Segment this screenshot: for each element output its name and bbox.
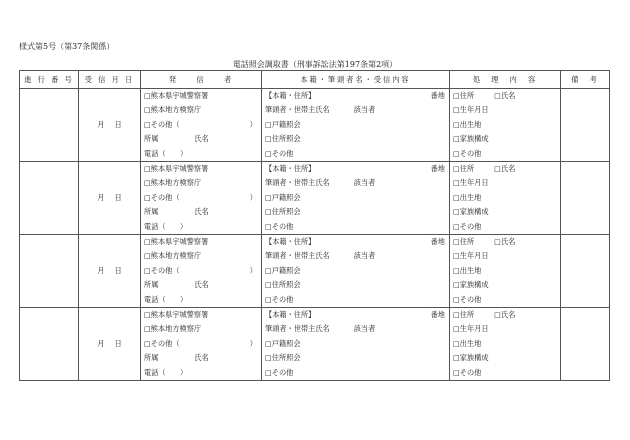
content-option-family-register[interactable]: □戸籍照会 (265, 265, 301, 275)
content-option-address[interactable]: □住所照会 (265, 280, 301, 290)
process-option-address-name[interactable]: □住所 □氏名 (453, 91, 516, 100)
content-cell (262, 235, 450, 308)
process-option-other[interactable]: □その他 (453, 294, 482, 304)
sender-cell (141, 308, 262, 381)
process-option-birthplace[interactable]: □出生地 (453, 192, 482, 202)
sender-option-police[interactable]: □熊本県宇城警察署 (144, 310, 209, 319)
content-option-family-register[interactable]: □戸籍照会 (265, 338, 301, 348)
process-option-address-name[interactable]: □住所 □氏名 (453, 237, 516, 246)
process-option-family[interactable]: □家族構成 (453, 280, 489, 290)
form-number: 様式第5号（第37条関係） (19, 42, 115, 51)
date-cell[interactable] (79, 308, 141, 381)
content-cell (262, 162, 450, 235)
process-option-birthdate[interactable]: □生年月日 (453, 105, 489, 115)
header-date: 受 信 月 日 (79, 71, 141, 89)
remarks-cell[interactable] (561, 162, 610, 235)
process-cell (450, 89, 561, 162)
sender-option-police[interactable]: □熊本県宇城警察署 (144, 164, 209, 173)
process-option-address-name[interactable]: □住所 □氏名 (453, 164, 516, 173)
header-sender: 発 信 者 (141, 71, 262, 89)
date-cell[interactable] (79, 235, 141, 308)
process-cell (450, 162, 561, 235)
month-label: 月 (97, 193, 105, 202)
content-option-other[interactable]: □その他 (265, 148, 294, 158)
process-option-birthdate[interactable]: □生年月日 (453, 178, 489, 188)
process-option-family[interactable]: □家族構成 (453, 207, 489, 217)
month-label: 月 (97, 339, 105, 348)
process-cell (450, 308, 561, 381)
sender-affiliation[interactable]: 所属 氏名 (144, 353, 209, 363)
sender-cell (141, 89, 262, 162)
process-option-birthdate[interactable]: □生年月日 (453, 251, 489, 261)
phone-inquiry-table (19, 70, 610, 381)
month-label: 月 (97, 266, 105, 275)
sender-option-prosecutor[interactable]: □熊本地方検察庁 (144, 324, 202, 334)
sender-affiliation[interactable]: 所属 氏名 (144, 280, 209, 290)
header-remarks: 備 考 (561, 71, 610, 89)
process-option-other[interactable]: □その他 (453, 367, 482, 377)
process-option-other[interactable]: □その他 (453, 148, 482, 158)
process-option-birthplace[interactable]: □出生地 (453, 338, 482, 348)
header-content: 本籍・筆頭者名・受信内容 (262, 71, 450, 89)
domicile-address[interactable]: 【本籍・住所】 番地 (265, 237, 445, 246)
day-label: 日 (114, 120, 122, 129)
content-option-address[interactable]: □住所照会 (265, 353, 301, 363)
seq-cell[interactable] (20, 162, 79, 235)
process-option-other[interactable]: □その他 (453, 221, 482, 231)
domicile-address[interactable]: 【本籍・住所】 番地 (265, 310, 445, 319)
sender-option-other[interactable]: □その他（ ） (144, 265, 257, 275)
sender-phone[interactable]: 電話（ ） (144, 367, 188, 377)
head-person-name[interactable]: 筆頭者・世帯主氏名 該当者 (265, 105, 376, 115)
content-option-other[interactable]: □その他 (265, 221, 294, 231)
header-process: 処 理 内 容 (450, 71, 561, 89)
sender-phone[interactable]: 電話（ ） (144, 148, 188, 158)
table-row (20, 89, 610, 162)
content-cell (262, 89, 450, 162)
seq-cell[interactable] (20, 308, 79, 381)
sender-option-police[interactable]: □熊本県宇城警察署 (144, 237, 209, 246)
process-option-birthplace[interactable]: □出生地 (453, 119, 482, 129)
process-option-family[interactable]: □家族構成 (453, 134, 489, 144)
remarks-cell[interactable] (561, 235, 610, 308)
form-title: 電話照会調取書（刑事訴訟法第197条第2項） (232, 60, 398, 69)
process-option-address-name[interactable]: □住所 □氏名 (453, 310, 516, 319)
sender-option-other[interactable]: □その他（ ） (144, 119, 257, 129)
sender-cell (141, 235, 262, 308)
sender-option-other[interactable]: □その他（ ） (144, 192, 257, 202)
sender-phone[interactable]: 電話（ ） (144, 221, 188, 231)
process-option-family[interactable]: □家族構成 (453, 353, 489, 363)
sender-option-other[interactable]: □その他（ ） (144, 338, 257, 348)
date-cell[interactable] (79, 162, 141, 235)
head-person-name[interactable]: 筆頭者・世帯主氏名 該当者 (265, 178, 376, 188)
sender-option-police[interactable]: □熊本県宇城警察署 (144, 91, 209, 100)
sender-option-prosecutor[interactable]: □熊本地方検察庁 (144, 105, 202, 115)
sender-affiliation[interactable]: 所属 氏名 (144, 207, 209, 217)
head-person-name[interactable]: 筆頭者・世帯主氏名 該当者 (265, 324, 376, 334)
table-row (20, 308, 610, 381)
seq-cell[interactable] (20, 235, 79, 308)
table-row (20, 235, 610, 308)
day-label: 日 (114, 193, 122, 202)
day-label: 日 (114, 339, 122, 348)
sender-option-prosecutor[interactable]: □熊本地方検察庁 (144, 251, 202, 261)
sender-cell (141, 162, 262, 235)
seq-cell[interactable] (20, 89, 79, 162)
domicile-address[interactable]: 【本籍・住所】 番地 (265, 164, 445, 173)
content-option-family-register[interactable]: □戸籍照会 (265, 119, 301, 129)
table-header-row (20, 71, 610, 89)
sender-option-prosecutor[interactable]: □熊本地方検察庁 (144, 178, 202, 188)
process-option-birthplace[interactable]: □出生地 (453, 265, 482, 275)
content-option-address[interactable]: □住所照会 (265, 134, 301, 144)
head-person-name[interactable]: 筆頭者・世帯主氏名 該当者 (265, 251, 376, 261)
content-option-address[interactable]: □住所照会 (265, 207, 301, 217)
content-option-other[interactable]: □その他 (265, 294, 294, 304)
content-option-family-register[interactable]: □戸籍照会 (265, 192, 301, 202)
table-row (20, 162, 610, 235)
remarks-cell[interactable] (561, 89, 610, 162)
content-option-other[interactable]: □その他 (265, 367, 294, 377)
date-cell[interactable] (79, 89, 141, 162)
process-cell (450, 235, 561, 308)
day-label: 日 (114, 266, 122, 275)
sender-phone[interactable]: 電話（ ） (144, 294, 188, 304)
month-label: 月 (97, 120, 105, 129)
remarks-cell[interactable] (561, 308, 610, 381)
process-option-birthdate[interactable]: □生年月日 (453, 324, 489, 334)
sender-affiliation[interactable]: 所属 氏名 (144, 134, 209, 144)
header-seq: 進 行 番 号 (20, 71, 79, 89)
content-cell (262, 308, 450, 381)
domicile-address[interactable]: 【本籍・住所】 番地 (265, 91, 445, 100)
